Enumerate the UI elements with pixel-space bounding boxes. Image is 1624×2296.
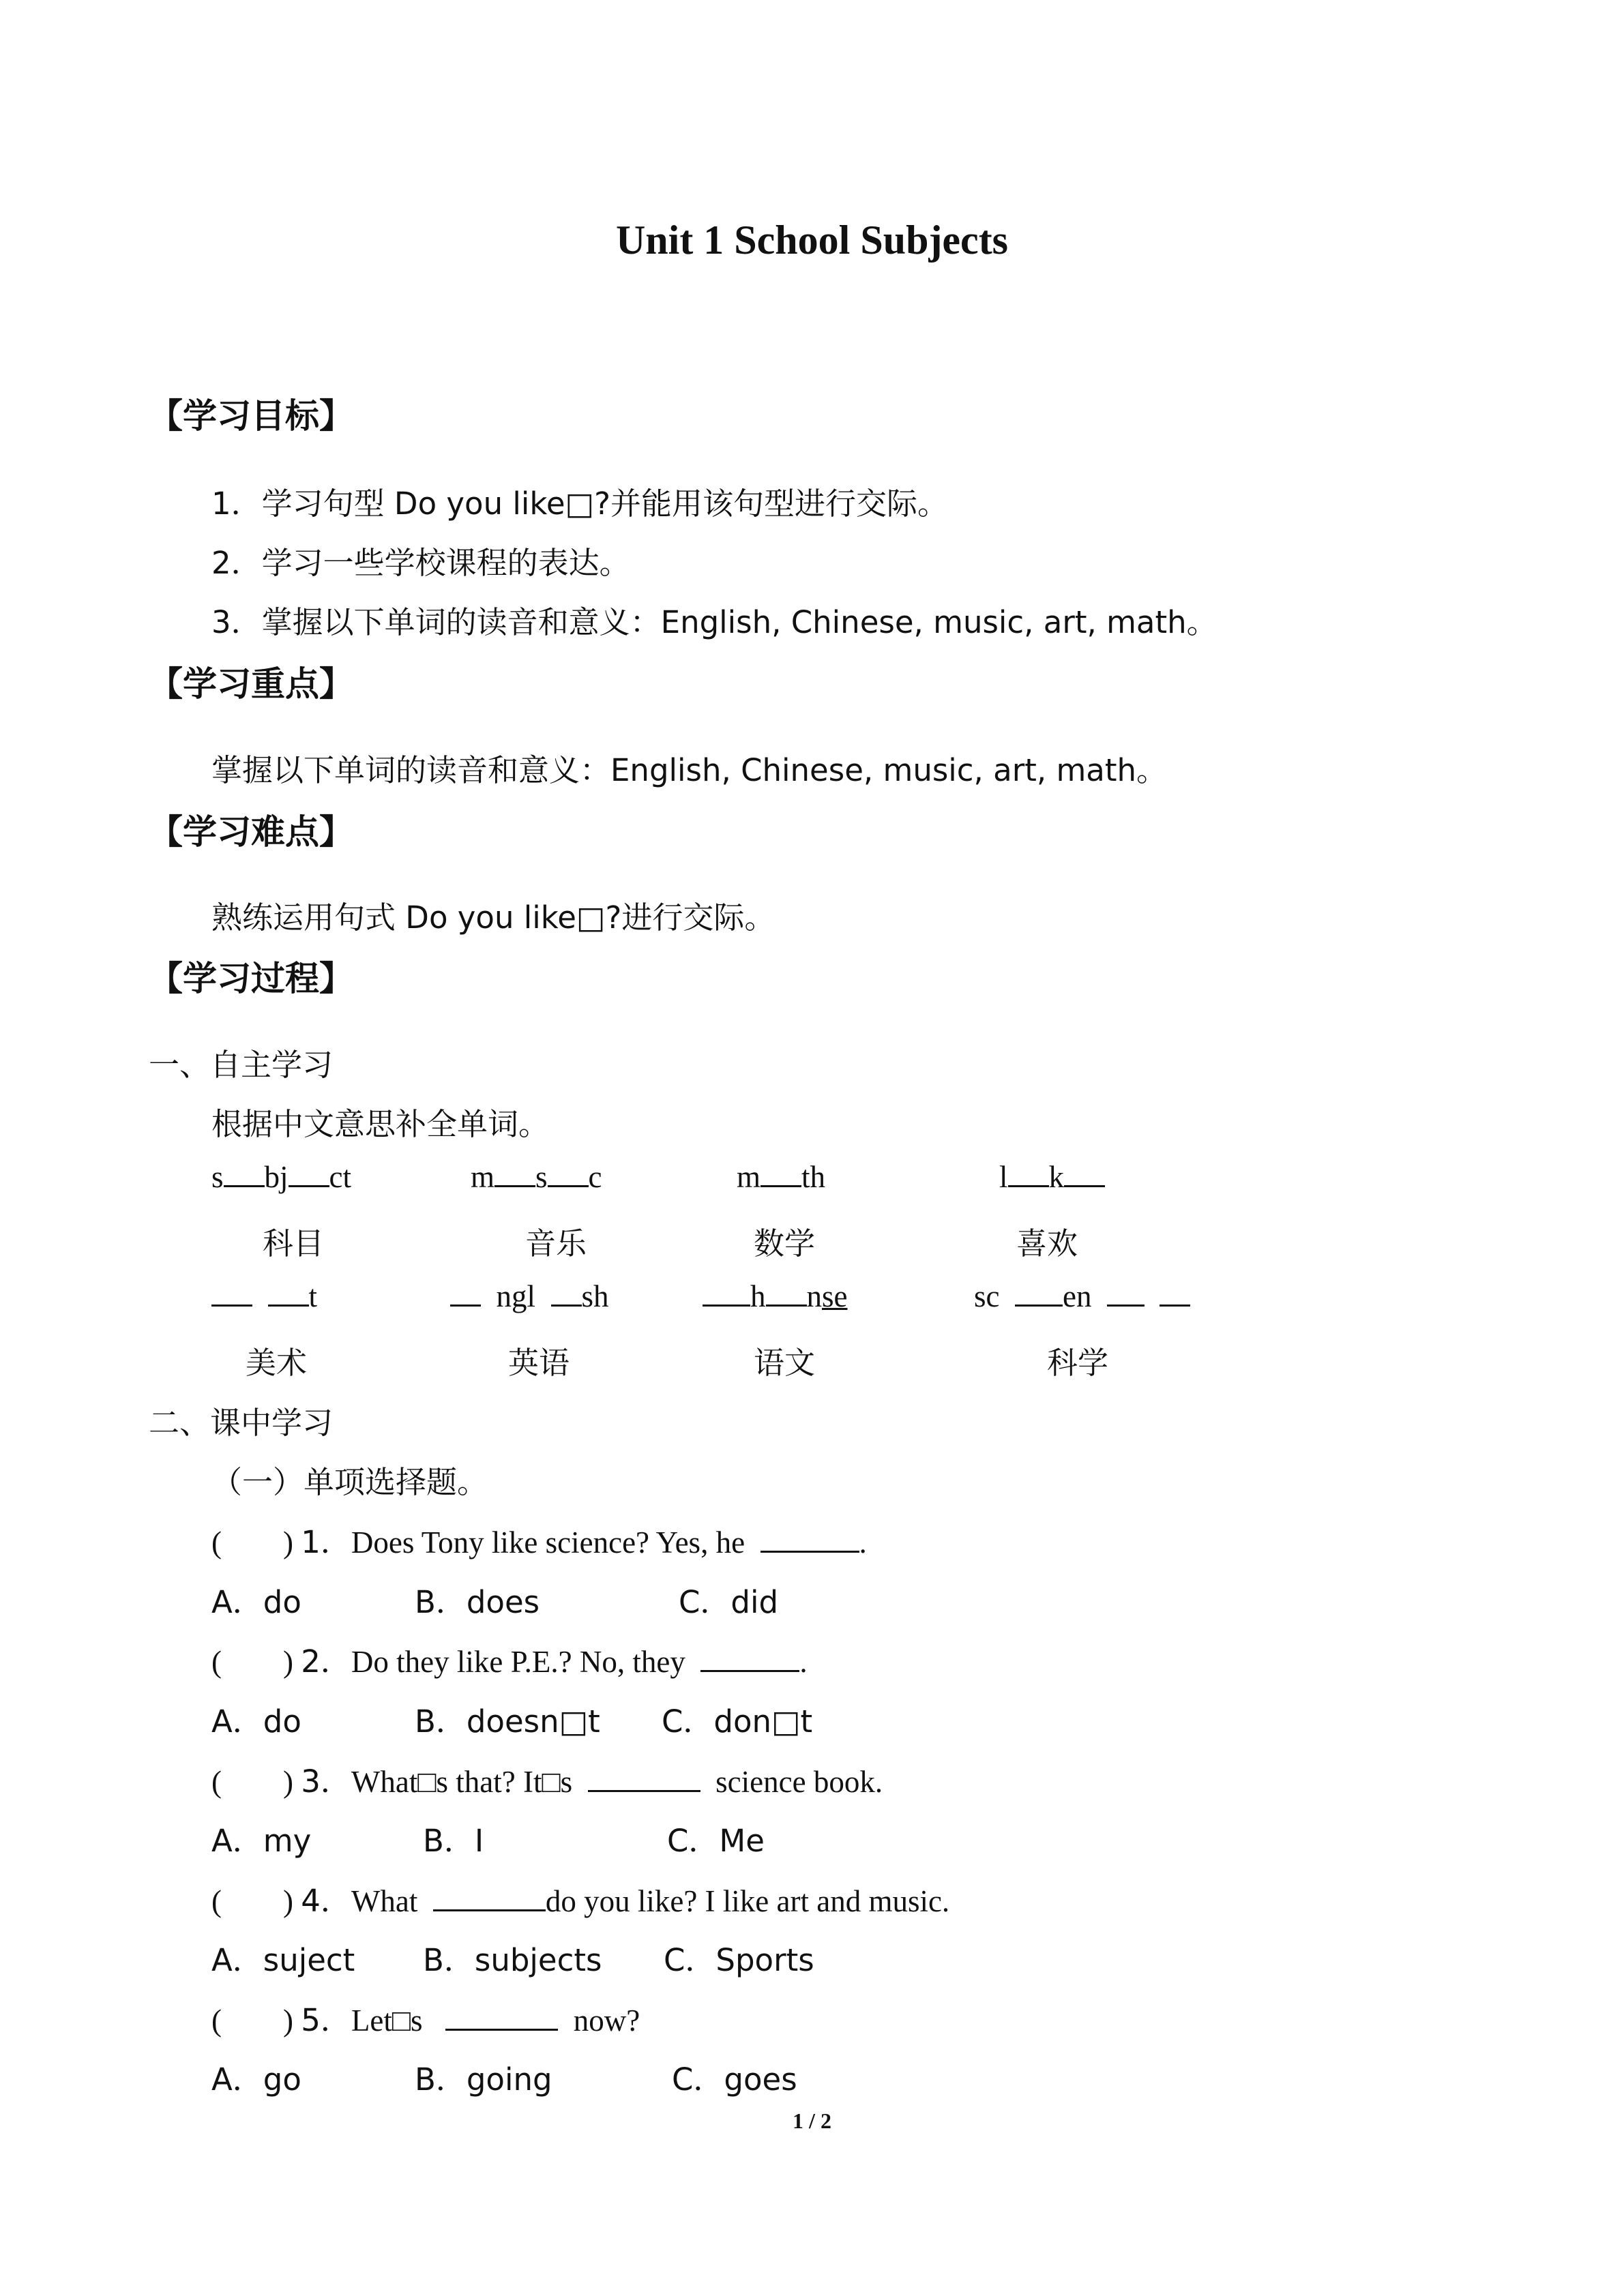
word-meaning: 科目: [263, 1225, 325, 1262]
question-4: ( ) 4．What do you like? I like art and music.: [211, 1883, 950, 1919]
question-2: ( ) 2．Do they like P.E.? No, they .: [211, 1643, 808, 1680]
key-points-text: 掌握以下单词的读音和意义：English, Chinese, music, art, math。: [211, 752, 1168, 788]
option: A．my: [211, 1823, 312, 1859]
option: C．Sports: [664, 1942, 814, 1978]
section-heading-objectives: 【学习目标】: [149, 396, 353, 436]
word-blank-music: m s c: [471, 1160, 602, 1194]
word-meaning: 科学: [1047, 1345, 1109, 1381]
word-blank-like: l k: [999, 1159, 1105, 1195]
word-blank-chinese: h nse: [703, 1279, 848, 1314]
question-1: ( ) 1．Does Tony like science? Yes, he .: [211, 1524, 867, 1560]
page-title: Unit 1 School Subjects: [615, 218, 1009, 263]
word-blank-subject: s bj ct: [211, 1160, 352, 1194]
option: A．do: [211, 1584, 301, 1620]
word-blank-science: sc en: [974, 1279, 1190, 1314]
word-meaning: 英语: [508, 1345, 570, 1381]
section-heading-process: 【学习过程】: [149, 959, 353, 998]
word-meaning: 音乐: [525, 1225, 587, 1262]
option: A．go: [211, 2061, 301, 2098]
question-5: ( ) 5．Let□s now?: [211, 2002, 640, 2038]
word-meaning: 数学: [754, 1225, 816, 1262]
option: C．Me: [667, 1823, 765, 1859]
objective-item: 2．学习一些学校课程的表达。: [211, 545, 630, 581]
word-blank-english: ngl sh: [450, 1279, 609, 1314]
section-heading-difficulties: 【学习难点】: [149, 812, 353, 852]
option: B．going: [415, 2061, 552, 2098]
word-meaning: 美术: [246, 1345, 308, 1381]
option: C．goes: [672, 2061, 797, 2098]
part1-instruction: 根据中文意思补全单词。: [211, 1106, 550, 1142]
question-3: ( ) 3．What□s that? It□s science book.: [211, 1763, 883, 1800]
difficulties-text: 熟练运用句式 Do you like□?进行交际。: [211, 899, 776, 936]
option: A．suject: [211, 1942, 355, 1978]
option: C．don□t: [662, 1703, 813, 1740]
option: B．doesn□t: [415, 1703, 600, 1740]
option: B．does: [415, 1584, 540, 1620]
option: A．do: [211, 1703, 301, 1740]
objective-item: 1．学习句型 Do you like□?并能用该句型进行交际。: [211, 486, 948, 522]
word-meaning: 语文: [754, 1345, 816, 1381]
option: B．I: [423, 1823, 484, 1859]
part1-heading: 一、自主学习: [149, 1047, 334, 1083]
option: B．subjects: [423, 1942, 602, 1978]
word-blank-art: t: [211, 1279, 317, 1314]
word-blank-math: m th: [737, 1160, 826, 1194]
page-number: 1 / 2: [793, 2108, 831, 2133]
part2-subheading: （一）单项选择题。: [211, 1464, 488, 1500]
word-meaning: 喜欢: [1016, 1225, 1078, 1262]
objective-item: 3．掌握以下单词的读音和意义：English, Chinese, music, art, math。: [211, 604, 1217, 640]
option: C．did: [679, 1584, 779, 1620]
section-heading-key-points: 【学习重点】: [149, 664, 353, 704]
part2-heading: 二、课中学习: [149, 1405, 334, 1441]
